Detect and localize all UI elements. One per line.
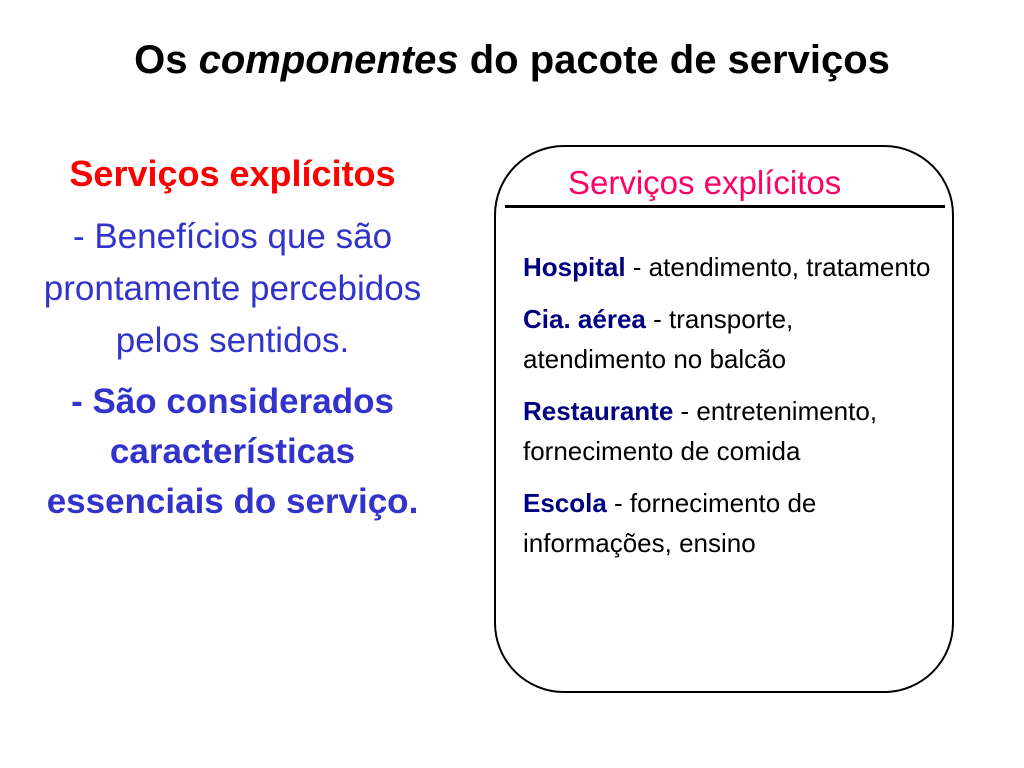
left-heading: Serviços explícitos <box>69 153 396 194</box>
list-item-term: Cia. aérea <box>523 304 646 334</box>
left-paragraph-benefits: - Benefícios que são prontamente percebidos pelos sentidos. <box>43 217 422 360</box>
slide-title-prefix: Os <box>134 38 199 82</box>
box-heading-divider <box>505 205 945 208</box>
list-item-school <box>523 483 943 563</box>
list-item-hospital <box>523 247 943 287</box>
box-heading: Serviços explícitos <box>568 164 842 201</box>
list-item-term: Restaurante <box>523 396 674 426</box>
list-item-text: - fornecimento de informações, ensino <box>523 488 817 558</box>
list-item-text: - transporte, atendimento no balcão <box>523 304 794 374</box>
examples-list <box>523 247 943 575</box>
list-item-text: - entretenimento, fornecimento de comida <box>523 396 878 466</box>
slide-title <box>0 38 1024 83</box>
list-item-term: Hospital <box>523 252 626 282</box>
list-item-term: Escola <box>523 488 607 518</box>
list-item-restaurant <box>523 391 943 471</box>
list-item-text: - atendimento, tratamento <box>625 252 931 282</box>
list-item-airline <box>523 299 943 379</box>
slide-title-suffix: do pacote de serviços <box>458 38 890 82</box>
left-paragraph-essential: - São considerados características essenciais do serviço. <box>46 382 419 521</box>
slide-title-emphasis: componentes <box>198 38 459 82</box>
left-column <box>40 153 425 527</box>
